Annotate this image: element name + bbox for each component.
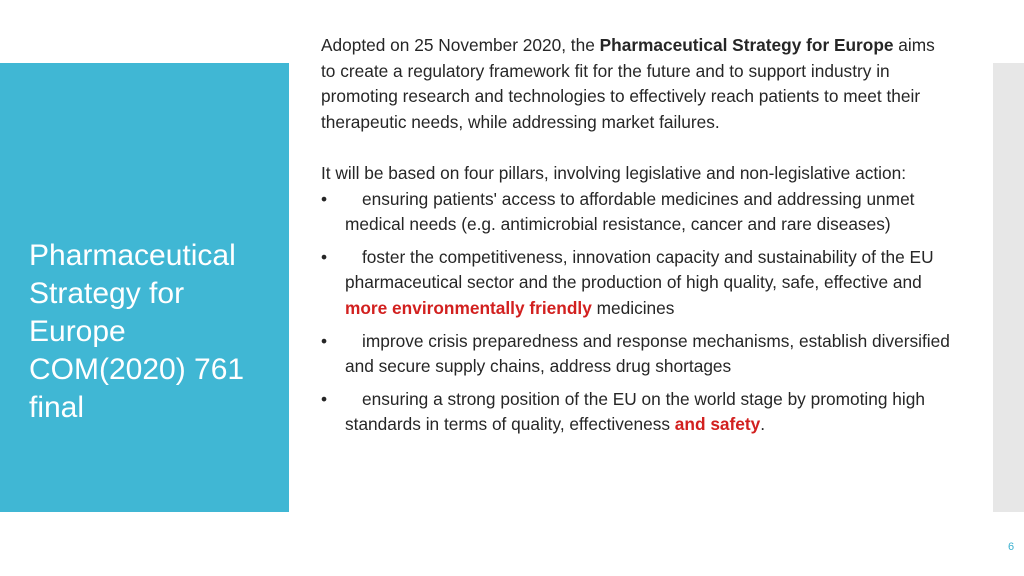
- title-panel: [0, 63, 289, 512]
- slide-title-line: Pharmaceutical: [29, 239, 236, 272]
- intro-text-end: aims to create a regulatory framework fit for the future and to support industry in promoting research and technologies to effectively reach patients to meet their therapeutic needs, while addressing market failures.: [321, 35, 935, 132]
- bullet-marker: •: [321, 330, 328, 351]
- pillar-item: [321, 387, 951, 438]
- bullet-marker: •: [321, 388, 328, 409]
- pillars-intro: It will be based on four pillars, involving legislative and non-legislative action:: [321, 162, 907, 183]
- slide-title-line: Strategy for: [29, 277, 185, 310]
- pillar-text-end: medicines: [591, 297, 675, 318]
- pillar-highlight: more environmentally friendly: [345, 297, 592, 318]
- slide-body: [321, 33, 951, 445]
- pillar-text-end: .: [760, 414, 766, 435]
- pillar-highlight: and safety: [674, 414, 761, 435]
- pillar-text: ensuring a strong position of the EU on the world stage by promoting high standards in terms of quality, effectiveness: [345, 388, 925, 435]
- page-number: 6: [1007, 541, 1015, 553]
- bullet-marker: •: [321, 246, 328, 267]
- slide-title-line: Europe: [29, 315, 126, 348]
- pillars-list: [321, 187, 951, 438]
- strategy-name-bold: Pharmaceutical Strategy for Europe: [599, 35, 894, 55]
- pillar-item: [321, 329, 951, 380]
- intro-text-start: Adopted on 25 November 2020, the: [321, 35, 600, 55]
- slide-title: [29, 237, 279, 427]
- pillar-text: foster the competitiveness, innovation capacity and sustainability of the EU pharmaceutical sector and the production of high quality, safe, effective and: [345, 246, 934, 293]
- bullet-marker: •: [321, 188, 328, 209]
- pillar-text: ensuring patients' access to affordable medicines and addressing unmet medical needs (e.g. antimicrobial resistance, cancer and rare diseases): [345, 188, 915, 235]
- slide-title-line: COM(2020) 761: [29, 353, 245, 386]
- pillar-item: [321, 187, 951, 238]
- slide-title-line: final: [29, 391, 85, 424]
- pillar-text: improve crisis preparedness and response mechanisms, establish diversified and secure supply chains, address drug shortages: [345, 330, 950, 377]
- pillar-item: [321, 245, 951, 322]
- intro-paragraph: [321, 33, 951, 135]
- right-side-strip: [993, 63, 1024, 512]
